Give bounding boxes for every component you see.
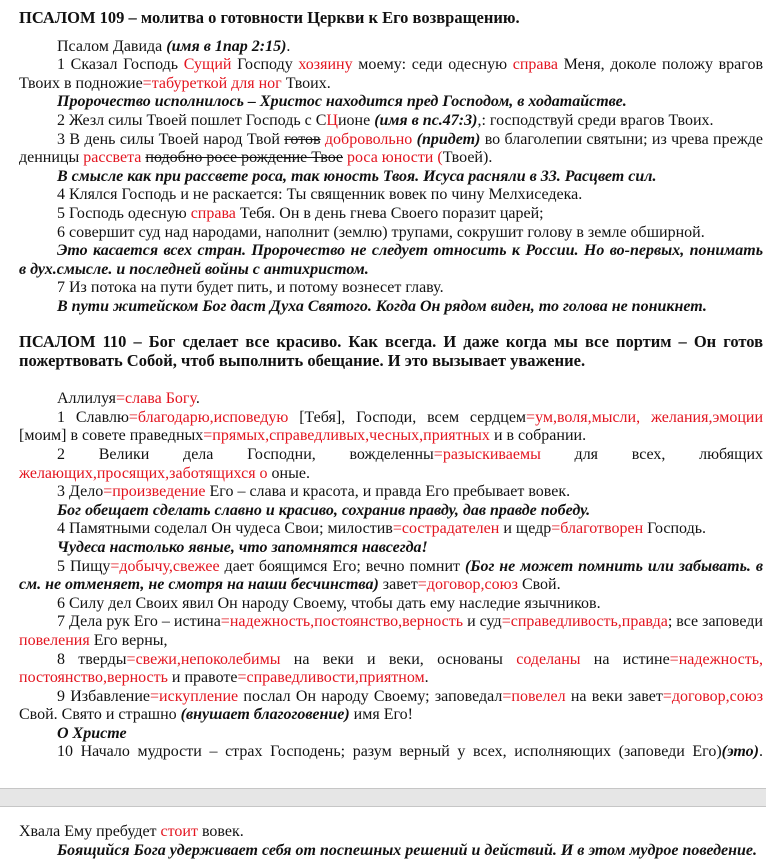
text-run: ; все заповеди bbox=[667, 613, 763, 631]
verse-line bbox=[19, 149, 763, 168]
verse-line bbox=[19, 539, 763, 558]
commentary-text: (внушает благоговение) bbox=[180, 706, 350, 724]
red-annotation-text: справа bbox=[512, 56, 558, 74]
continuation-section bbox=[19, 823, 763, 860]
text-run: 2 Жезл силы Твоей пошлет Господь с С bbox=[57, 111, 327, 129]
commentary-text: (это) bbox=[721, 743, 759, 761]
text-run: Свой. Свято и страшно bbox=[19, 706, 181, 724]
verse-line bbox=[19, 279, 763, 298]
text-run: Хвала Ему пребудет bbox=[19, 823, 161, 840]
red-annotation-text: роса юности ( bbox=[347, 149, 443, 167]
verse-line bbox=[19, 261, 763, 280]
verse-line bbox=[19, 131, 763, 150]
text-run: . bbox=[759, 743, 763, 761]
verse-line bbox=[19, 842, 763, 861]
verse-line bbox=[19, 205, 763, 224]
red-annotation-text: =табуреткой для ног bbox=[142, 74, 282, 92]
text-run: Псалом Давида bbox=[57, 37, 167, 55]
red-annotation-text: =благотворен bbox=[551, 520, 644, 538]
struck-text: готов bbox=[284, 130, 321, 148]
verse-line bbox=[19, 651, 763, 670]
psalm-110-section bbox=[19, 333, 763, 762]
text-run: 2 Велики дела Господни, вожделенны bbox=[57, 445, 434, 463]
red-annotation-text: =ум,воля,мысли, желания,эмоции bbox=[526, 408, 763, 426]
commentary-text: см. не отменяет, не смотря на наши бесчинства) bbox=[19, 576, 379, 594]
commentary-text: Пророчество исполнилось – Христос находится пред Господом, в ходатайстве. bbox=[57, 93, 627, 111]
text-run: 1 Сказал Господь bbox=[57, 56, 184, 74]
text-run: и щедр bbox=[499, 520, 552, 538]
text-run: денницы bbox=[19, 149, 84, 167]
text-run: Твоих в подножие bbox=[19, 74, 143, 92]
red-annotation-text: =сострадателен bbox=[392, 520, 500, 538]
red-annotation-text: стоит bbox=[160, 823, 198, 840]
red-annotation-text: справа bbox=[190, 204, 236, 222]
commentary-text: Бог обещает сделать славно и красиво, сохранив правду, дав правде победу. bbox=[57, 501, 591, 519]
red-annotation-text: постоянство,верность bbox=[19, 669, 168, 687]
verse-line bbox=[19, 483, 763, 502]
verse-line bbox=[19, 725, 763, 744]
commentary-text: В смысле как при рассвете роса, так юность Твоя. Исуса расняли в 33. Расцвет сил. bbox=[57, 167, 657, 185]
verse-line bbox=[19, 595, 763, 614]
text-run: моему: седи одесную bbox=[352, 56, 513, 74]
verse-line bbox=[19, 558, 763, 577]
psalm-title bbox=[19, 333, 763, 352]
text-run: Твоих. bbox=[281, 74, 331, 92]
text-run: Тебя. Он в день гнева Своего поразит царей; bbox=[235, 204, 544, 222]
commentary-text: (придет) bbox=[416, 130, 481, 148]
red-annotation-text: =прямых,справедливых,чесных,приятных bbox=[203, 427, 490, 445]
spacer bbox=[19, 370, 763, 390]
text-run: 1 Славлю bbox=[57, 408, 129, 426]
verse-line bbox=[19, 112, 763, 131]
text-run: пожертвовать Собой, чтоб выполнить обещание. И это вызывает уважение. bbox=[19, 350, 586, 370]
verse-line bbox=[19, 632, 763, 651]
psalm-title bbox=[19, 9, 763, 28]
text-run: вовек. bbox=[197, 823, 244, 840]
text-run: оные. bbox=[267, 464, 310, 482]
red-annotation-text: соделаны bbox=[516, 650, 581, 668]
struck-text: подобно росе рождение Твое bbox=[145, 149, 343, 167]
verse-line bbox=[19, 427, 763, 446]
commentary-text: в дух.смысле. и последней войны с антихристом. bbox=[19, 260, 369, 278]
red-annotation-text: =надежность,постоянство,верность bbox=[220, 613, 464, 631]
red-annotation-text: Сущий bbox=[183, 56, 232, 74]
verse-line bbox=[19, 186, 763, 205]
text-run: ионе bbox=[337, 111, 375, 129]
text-run: и правоте bbox=[167, 669, 238, 687]
verse-line bbox=[19, 465, 763, 484]
verse-line bbox=[19, 56, 763, 75]
text-run: 4 Памятными соделал Он чудеса Свои; милостив bbox=[57, 520, 393, 538]
commentary-text: О Христе bbox=[57, 724, 127, 742]
text-run: Аллилуя bbox=[57, 390, 117, 408]
commentary-text: Это касается всех стран. Пророчество не следует относить к России. Но во-первых, понимать bbox=[57, 242, 763, 260]
text-run: Его – слава и красота, и правда Его пребывает вовек. bbox=[205, 483, 571, 501]
red-annotation-text: =разыскиваемы bbox=[433, 445, 541, 463]
text-run: 10 Начало мудрости – страх Господень; разум верный у всех, исполняющих (заповеди Его) bbox=[57, 743, 722, 761]
text-run: 7 Дела рук Его – истина bbox=[57, 613, 221, 631]
text-run: [Тебя], Господи, всем сердцем bbox=[288, 408, 527, 426]
red-annotation-text: =благодарю,исповедую bbox=[128, 408, 289, 426]
red-annotation-text: повеления bbox=[19, 631, 90, 649]
text-run: 3 В день силы Твоей народ Твой bbox=[57, 130, 285, 148]
verse-line bbox=[19, 520, 763, 539]
text-run: 6 Силу дел Своих явил Он народу Своему, чтобы дать ему наследие язычников. bbox=[57, 594, 601, 612]
commentary-text: Боящийся Бога удерживает себя от поспешных решений и действий. И в этом мудрое поведение. bbox=[57, 841, 757, 859]
text-run: [моим] в совете праведных bbox=[19, 427, 204, 445]
text-run: Господу bbox=[231, 56, 299, 74]
text-run: Твоей). bbox=[442, 149, 493, 167]
red-annotation-text: =договор,союз bbox=[662, 687, 763, 705]
text-run: Его верны, bbox=[89, 631, 168, 649]
verse-line bbox=[19, 743, 763, 762]
red-annotation-text: рассвета bbox=[83, 149, 142, 167]
text-run: ,: господствуй среди врагов Твоих. bbox=[477, 111, 714, 129]
psalm-109-section bbox=[19, 9, 763, 317]
verse-line bbox=[19, 576, 763, 595]
text-run: . bbox=[424, 669, 429, 687]
commentary-text: (Бог не может помнить или забывать. в bbox=[464, 557, 763, 575]
verse-line bbox=[19, 502, 763, 521]
verse-line bbox=[19, 242, 763, 261]
verse-line bbox=[19, 823, 763, 842]
text-run: Господь. bbox=[643, 520, 707, 538]
red-annotation-text: =слава Богу bbox=[116, 390, 196, 408]
text-run: 4 Клялся Господь и не раскается: Ты священник вовек по чину Мелхиседека. bbox=[57, 186, 583, 204]
red-annotation-text: хозяину bbox=[298, 56, 353, 74]
text-run: завет bbox=[378, 576, 418, 594]
red-annotation-text: =справедливости,приятном bbox=[237, 669, 425, 687]
spacer bbox=[19, 28, 763, 38]
verse-line bbox=[19, 93, 763, 112]
verse-line bbox=[19, 409, 763, 428]
psalm-title bbox=[19, 352, 763, 371]
text-run: и в собрании. bbox=[489, 427, 587, 445]
text-run: и суд bbox=[463, 613, 502, 631]
text-run: 5 Господь одесную bbox=[57, 204, 191, 222]
red-annotation-text: =надежность, bbox=[669, 650, 763, 668]
red-annotation-text: =добычу,свежее bbox=[110, 557, 220, 575]
commentary-text: (имя в пс.47:3) bbox=[374, 111, 478, 129]
text-run: 7 Из потока на пути будет пить, и потому вознесет главу. bbox=[57, 279, 444, 297]
red-annotation-text: добровольно bbox=[324, 130, 413, 148]
verse-line bbox=[19, 75, 763, 94]
text-run: 5 Пищу bbox=[57, 557, 111, 575]
commentary-text: Чудеса настолько явные, что запомнятся навсегда! bbox=[57, 538, 428, 556]
text-run: 9 Избавление bbox=[57, 687, 151, 705]
verse-line bbox=[19, 168, 763, 187]
red-annotation-text: желающих,просящих,заботящихся о bbox=[19, 464, 268, 482]
verse-line bbox=[19, 390, 763, 409]
text-run: на истине bbox=[580, 650, 670, 668]
verse-line bbox=[19, 706, 763, 725]
text-run: 8 тверды bbox=[57, 650, 127, 668]
text-run: во благолепии святыни; из чрева прежде bbox=[480, 130, 763, 148]
text-run: на веки завет bbox=[565, 687, 663, 705]
text-run: имя Его! bbox=[349, 706, 413, 724]
red-annotation-text: =договор,союз bbox=[417, 576, 518, 594]
text-run: ПСАЛОМ 109 – молитва о готовности Церкви к Его возвращению. bbox=[19, 8, 520, 27]
verse-line bbox=[19, 224, 763, 243]
red-annotation-text: =свежи,непоколебимы bbox=[126, 650, 281, 668]
red-annotation-text: =справедливость,правда bbox=[501, 613, 668, 631]
text-run: 6 совершит суд над народами, наполнит (землю) трупами, сокрушит голову в земле обширной. bbox=[57, 223, 705, 241]
red-annotation-text: =искупление bbox=[150, 687, 239, 705]
text-run: 3 Дело bbox=[57, 483, 104, 501]
text-run: для всех, любящих bbox=[540, 445, 763, 463]
text-run: на веки и веки, основаны bbox=[280, 650, 517, 668]
text-run: послал Он народу Своему; заповедал bbox=[238, 687, 503, 705]
text-run: ПСАЛОМ 110 – Бог сделает все красиво. Как всегда. И даже когда мы все портим – Он готов bbox=[19, 333, 763, 351]
verse-line bbox=[19, 613, 763, 632]
verse-line bbox=[19, 298, 763, 317]
red-annotation-text: =произведение bbox=[103, 483, 206, 501]
verse-line bbox=[19, 688, 763, 707]
text-run: . bbox=[195, 390, 200, 408]
commentary-text: В пути житейском Бог даст Духа Святого. Когда Он рядом виден, то голова не поникнет. bbox=[57, 297, 707, 315]
red-annotation-text: =повелел bbox=[502, 687, 566, 705]
verse-line bbox=[19, 669, 763, 688]
text-run: Меня, доколе положу врагов bbox=[557, 56, 763, 74]
text-run: дает боящимся Его; вечно помнит bbox=[219, 557, 465, 575]
text-run: . bbox=[286, 37, 291, 55]
text-run: Свой. bbox=[517, 576, 561, 594]
verse-line bbox=[19, 38, 763, 57]
commentary-text: (имя в 1пар 2:15) bbox=[166, 37, 287, 55]
verse-line bbox=[19, 446, 763, 465]
red-annotation-text: Ц bbox=[326, 111, 338, 129]
page-break-separator bbox=[0, 788, 766, 807]
